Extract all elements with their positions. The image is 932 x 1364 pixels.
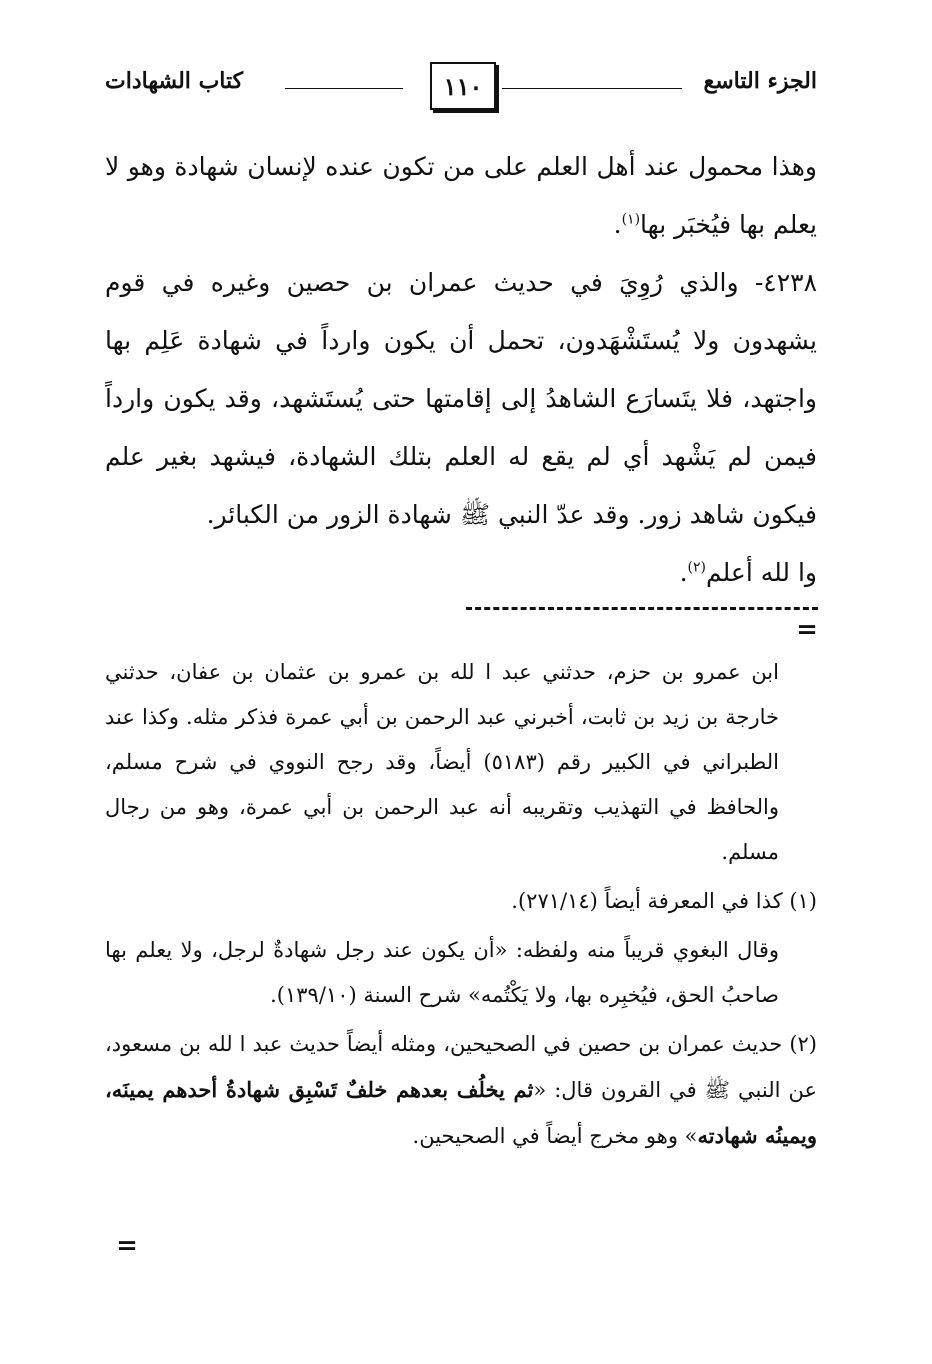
footnote-ref-1: (١) xyxy=(621,211,641,228)
footnote-2-label: (٢) xyxy=(789,1032,817,1056)
main-text xyxy=(105,138,817,602)
footnote-continuation: ابن عمرو بن حزم، حدثني عبد ا لله بن عمرو بن عثمان بن عفان، حدثني خارجة بن زيد بن ثابت، أخبرني عبد الرحمن بن أبي عمرة فذكر مثله. وكذا عند الطبراني في الكبير رقم (٥١٨٣) أيضاً، وقد رجح النووي في شرح مسلم، والحافظ في التهذيب وتقريبه أنه عبد الرحمن بن أبي عمرة، وهو من رجال مسلم. xyxy=(105,660,779,864)
continuation-mark-bottom: = xyxy=(116,1231,138,1261)
footnote-1-text: كذا في المعرفة أيضاً (٢٧١/١٤). xyxy=(511,889,783,913)
footnote-2-text-a: حديث عمران بن حصين في الصحيحين، ومثله أيضاً حديث عبد ا لله بن مسعود، عن النبي ﷺ في القرون قال: « xyxy=(105,1032,817,1102)
paragraph-1 xyxy=(105,138,817,254)
paragraph-2 xyxy=(105,254,817,544)
page-header xyxy=(105,58,817,112)
paragraph-1-end: . xyxy=(613,210,622,239)
closing-period: . xyxy=(679,558,688,587)
footnote-2-text-b: » وهو مخرج أيضاً في الصحيحين. xyxy=(412,1124,698,1148)
footnote-1 xyxy=(105,879,817,924)
paragraph-1-text: وهذا محمول عند أهل العلم على من تكون عنده لإنسان شهادة وهو لا يعلم بها فيُخبَر بها xyxy=(105,152,817,239)
closing-phrase: وا لله أعلم xyxy=(706,558,817,587)
footnote-1-label: (١) xyxy=(789,889,817,913)
footnote-ref-2: (٢) xyxy=(687,559,706,576)
book-title: كتاب الشهادات xyxy=(105,68,244,94)
paragraph-2-closing xyxy=(105,544,817,602)
footnote-separator xyxy=(466,607,818,610)
volume-label: الجزء التاسع xyxy=(703,68,817,94)
continuation-mark: = xyxy=(796,615,818,645)
footnote-2 xyxy=(105,1022,817,1159)
page-number-box xyxy=(430,62,496,110)
header-rule-right xyxy=(502,88,682,89)
footnote-1-extra: وقال البغوي قريباً منه ولفظه: «أن يكون عند رجل شهادةٌ لرجل، ولا يعلم بها صاحبُ الحق، فيُخبِره بها، ولا يَكْتُمه» شرح السنة (١٣٩/١٠). xyxy=(105,938,779,1007)
paragraph-2-text: ٤٢٣٨- والذي رُوِيَ في حديث عمران بن حصين وغيره في قوم يشهدون ولا يُستَشْهَدون، تحمل أن يكون وارداً في شهادة عَلِم بها واجتهد، فلا يتَسارَع الشاهدُ إلى إقامتها حتى يُستَشهد، وقد يكون وارداً فيمن لم يَشْهد أي لم يقع له العلم بتلك الشهادة، فيشهد بغير علم فيكون شاهد زور. وقد عدّ النبي ﷺ شهادة الزور من الكبائر. xyxy=(105,268,817,529)
page-number: ١١٠ xyxy=(443,71,483,101)
header-rule-left xyxy=(285,88,403,89)
hadith-quote: ثم يخلُف بعدهم خلفٌ تَسْبِق شهادةُ أحدهم يمينَه، ويمينُه شهادته xyxy=(105,1077,817,1148)
footnotes xyxy=(105,650,817,1159)
